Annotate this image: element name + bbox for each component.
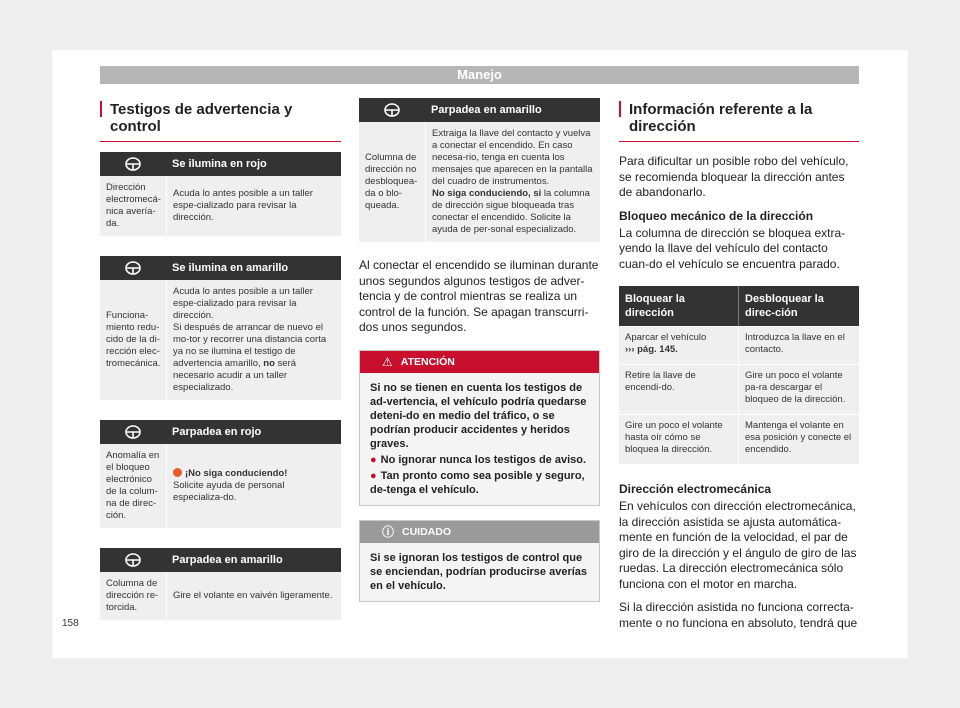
lamp-cause: Columna de dirección no desbloquea-da o blo-queada. <box>365 152 418 211</box>
lamp-action: Gire el volante en vaivén ligeramente. <box>166 572 341 620</box>
lamp-action-bold: ¡No siga conduciendo! <box>185 468 288 479</box>
lamp-heading: Parpadea en amarillo <box>172 554 283 566</box>
lamp-action <box>166 444 341 528</box>
lamp-action-text: Extraiga la llave del contacto y vuelva a conectar el encendido. En caso necesa-rio, tenga en cuenta los mensajes que aparecen en la pantalla del cuadro de instrumentos. <box>432 128 593 187</box>
bullet-icon: ● <box>370 469 377 482</box>
section-title-warning-lamps: Testigos de advertencia y control <box>100 98 341 142</box>
warning-bullet-text: Tan pronto como sea posible y seguro, de-tenga el vehículo. <box>370 469 585 496</box>
lamp-action-text: Acuda lo antes posible a un taller espe-cializado para revisar la dirección. <box>173 286 313 321</box>
mechanical-lock-paragraph: La columna de dirección se bloquea extra-yendo la llave del vehículo del contacto cuan-do el vehículo se encuentra parado. <box>619 225 846 271</box>
lamp-table-yellow-blink-2 <box>359 98 600 242</box>
steering-wheel-icon <box>359 103 425 117</box>
warning-bullet <box>370 469 589 497</box>
lamp-heading: Parpadea en rojo <box>172 426 262 438</box>
warning-bullet-text: No ignorar nunca los testigos de aviso. <box>380 453 587 466</box>
caution-label: CUIDADO <box>402 525 452 538</box>
lamp-table-yellow-blink <box>100 548 341 620</box>
lamp-heading: Se ilumina en rojo <box>172 158 267 170</box>
table-cell: Introduzca la llave en el contacto. <box>745 332 845 355</box>
table-row <box>619 364 859 414</box>
intro-paragraph: Al conectar el encendido se iluminan durante unos segundos algunos testigos de adver-tencia y de control mientras se realiza un control de la función. Se apagan transcurri-dos unos segundos. <box>359 258 599 334</box>
column-2 <box>359 98 600 616</box>
stop-lamp-icon <box>173 468 182 477</box>
lamp-table-red-on <box>100 152 341 236</box>
steering-wheel-icon <box>100 425 166 439</box>
table-cell: Gire un poco el volante pa-ra descargar el bloqueo de la dirección. <box>745 370 846 405</box>
column-1 <box>100 98 341 640</box>
warning-triangle-icon: ⚠ <box>382 354 393 369</box>
lamp-action-bold: no <box>263 358 275 369</box>
table-row <box>619 326 859 364</box>
lamp-action-bold: No siga conduciendo, si <box>432 188 542 199</box>
warning-box <box>359 350 600 506</box>
lamp-heading: Parpadea en amarillo <box>431 104 542 116</box>
table-header <box>619 286 859 326</box>
warning-label: ATENCIÓN <box>400 355 455 368</box>
lock-unlock-table <box>619 286 859 464</box>
steering-intro: Para dificultar un posible robo del vehículo, se recomienda bloquear la dirección antes de abandonarlo. <box>619 154 849 199</box>
section-title-steering: Información referente a la dirección <box>619 98 859 142</box>
lamp-action-text: la columna de dirección sigue bloqueada tras conectar el encendido. Solicite la ayuda de per-sonal especializado. <box>432 188 590 235</box>
table-cell: Gire un poco el volante hasta oír cómo se bloquea la dirección. <box>619 415 739 464</box>
lamp-action <box>166 280 341 400</box>
cell-text: Aparcar el vehículo <box>625 332 707 343</box>
page-reference-link[interactable]: ››› pág. 145. <box>625 344 678 355</box>
lamp-cause: Columna de dirección re-torcida. <box>106 578 159 613</box>
column-header-lock: Bloquear la dirección <box>619 286 739 326</box>
assist-paragraph: Si la dirección asistida no funciona correcta-mente o no funciona en absoluto, tendrá que <box>619 600 858 630</box>
column-3 <box>619 98 859 639</box>
electromechanical-paragraph: En vehículos con dirección electromecánica, la dirección asistida se ajusta automática-mente en función de la velocidad, el par de giro de la dirección y el ángulo de giro de las ruedas. La dirección electromecánica sólo funciona con el motor en marcha. <box>619 499 857 591</box>
table-cell: Mantenga el volante en esa posición y conecte el encendido. <box>745 420 852 455</box>
warning-header <box>360 351 599 373</box>
lamp-action-text: Si después de arrancar de nuevo el mo-tor y recorrer una distancia corta ya no se ilumina el testigo de advertencia amarillo, <box>173 322 327 369</box>
steering-wheel-icon <box>100 553 166 567</box>
column-header-unlock: Desbloquear la direc-ción <box>745 293 824 319</box>
warning-bullet <box>370 453 589 467</box>
table-row <box>619 414 859 464</box>
lamp-table-yellow-on <box>100 256 341 400</box>
caution-header <box>360 521 599 543</box>
table-cell <box>619 327 739 364</box>
caution-box <box>359 520 600 602</box>
info-circle-icon: ⓘ <box>382 525 395 539</box>
lamp-action: Acuda lo antes posible a un taller espe-cializado para revisar la dirección. <box>166 176 341 236</box>
lamp-action-text: Solicite ayuda de personal especializa-do. <box>173 480 285 503</box>
lamp-cause: Anomalía en el bloqueo electrónico de la colum-na de direc-ción. <box>106 450 160 521</box>
steering-wheel-icon <box>100 261 166 275</box>
lamp-cause: Funciona-miento redu-cido de la di-rección elec-tromecánica. <box>106 310 161 369</box>
lamp-action <box>425 122 600 242</box>
table-cell: Retire la llave de encendi-do. <box>619 365 739 414</box>
chapter-header: Manejo <box>100 66 859 84</box>
warning-body <box>360 373 599 505</box>
page-number: 158 <box>62 618 79 629</box>
lamp-heading: Se ilumina en amarillo <box>172 262 289 274</box>
lamp-action-text: será necesario acudir a un taller especializado. <box>173 358 297 393</box>
bullet-icon: ● <box>370 453 377 466</box>
lamp-table-red-blink <box>100 420 341 528</box>
caution-body: Si se ignoran los testigos de control que se enciendan, podrían producirse averías en el vehículo. <box>360 543 599 601</box>
lamp-cause: Dirección electromecá-nica avería-da. <box>106 182 161 229</box>
subheading-mechanical-lock: Bloqueo mecánico de la dirección <box>619 208 814 223</box>
subheading-electromechanical: Dirección electromecánica <box>619 482 772 496</box>
warning-text: Si no se tienen en cuenta los testigos de ad-vertencia, el vehículo podría quedarse deteni-do en medio del tráfico, o se podrían producir accidentes y heridos graves. <box>370 381 587 450</box>
steering-wheel-icon <box>100 157 166 171</box>
